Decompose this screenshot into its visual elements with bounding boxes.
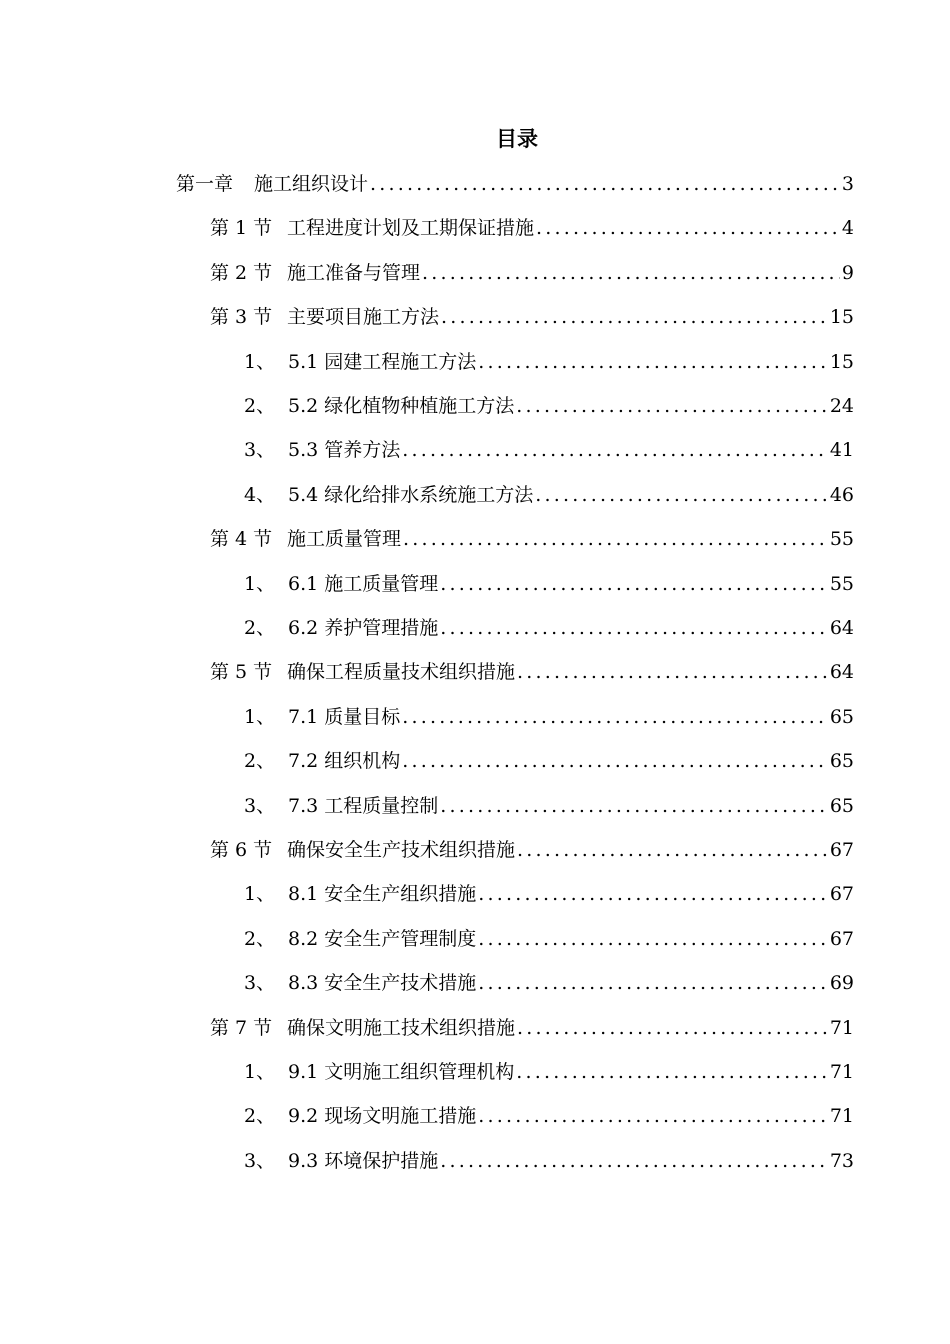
toc-entry-number: 1、 bbox=[244, 351, 276, 373]
toc-dot-leader bbox=[517, 657, 828, 687]
toc-entry-page-number: 15 bbox=[829, 306, 854, 328]
toc-entry-page-number: 4 bbox=[841, 217, 854, 239]
toc-entry[interactable] bbox=[210, 835, 854, 865]
toc-entry-number: 第一章 bbox=[176, 173, 234, 195]
toc-dot-leader bbox=[536, 213, 840, 243]
toc-entry-title: 主要项目施工方法 bbox=[287, 306, 440, 328]
toc-entry[interactable] bbox=[244, 391, 854, 421]
toc-entry-page-number: 65 bbox=[829, 795, 854, 817]
toc-entry[interactable] bbox=[244, 435, 854, 465]
toc-entry-page-number: 55 bbox=[829, 528, 854, 550]
toc-entry-page-number: 64 bbox=[829, 661, 854, 683]
toc-entry-title: 确保安全生产技术组织措施 bbox=[287, 839, 516, 861]
toc-entry[interactable] bbox=[244, 480, 854, 510]
toc-entry-page-number: 64 bbox=[829, 617, 854, 639]
toc-entry-title: 6.2 养护管理措施 bbox=[288, 617, 439, 639]
toc-dot-leader bbox=[440, 1146, 828, 1176]
toc-entry-title: 7.1 质量目标 bbox=[288, 706, 401, 728]
toc-entry-title: 5.4 绿化给排水系统施工方法 bbox=[288, 484, 534, 506]
toc-entry-title: 8.2 安全生产管理制度 bbox=[288, 928, 477, 950]
toc-entry-title: 9.1 文明施工组织管理机构 bbox=[288, 1061, 515, 1083]
toc-entry-page-number: 65 bbox=[829, 706, 854, 728]
toc-title: 目录 bbox=[496, 126, 538, 151]
toc-entry[interactable] bbox=[210, 524, 854, 554]
toc-entry[interactable] bbox=[210, 213, 854, 243]
toc-dot-leader bbox=[517, 1013, 828, 1043]
toc-entry-title: 确保工程质量技术组织措施 bbox=[287, 661, 516, 683]
toc-entry-page-number: 67 bbox=[829, 839, 854, 861]
toc-entry-number: 2、 bbox=[244, 750, 276, 772]
toc-entry[interactable] bbox=[176, 169, 854, 199]
toc-dot-leader bbox=[478, 879, 828, 909]
toc-entry[interactable] bbox=[244, 879, 854, 909]
toc-entry-page-number: 41 bbox=[829, 439, 854, 461]
toc-entry[interactable] bbox=[244, 968, 854, 998]
toc-entry-page-number: 69 bbox=[829, 972, 854, 994]
toc-entry-title: 7.3 工程质量控制 bbox=[288, 795, 439, 817]
toc-dot-leader bbox=[517, 835, 828, 865]
toc-entry-number: 1、 bbox=[244, 573, 276, 595]
toc-entry[interactable] bbox=[244, 569, 854, 599]
toc-dot-leader bbox=[402, 702, 828, 732]
toc-entry-title: 9.2 现场文明施工措施 bbox=[288, 1105, 477, 1127]
toc-entry-page-number: 67 bbox=[829, 883, 854, 905]
toc-entry-page-number: 15 bbox=[829, 351, 854, 373]
toc-entry-number: 2、 bbox=[244, 1105, 276, 1127]
toc-entry-title: 施工组织设计 bbox=[254, 173, 369, 195]
toc-dot-leader bbox=[402, 435, 828, 465]
toc-entry[interactable] bbox=[244, 347, 854, 377]
toc-entry-title: 5.2 绿化植物种植施工方法 bbox=[288, 395, 515, 417]
toc-entry-title: 施工质量管理 bbox=[287, 528, 402, 550]
toc-entry-page-number: 24 bbox=[829, 395, 854, 417]
toc-entry-title: 8.3 安全生产技术措施 bbox=[288, 972, 477, 994]
toc-dot-leader bbox=[440, 613, 828, 643]
toc-entry[interactable] bbox=[210, 302, 854, 332]
toc-entry-number: 2、 bbox=[244, 928, 276, 950]
toc-entry-page-number: 71 bbox=[829, 1061, 854, 1083]
toc-entry[interactable] bbox=[244, 1101, 854, 1131]
toc-entry-number: 1、 bbox=[244, 883, 276, 905]
toc-dot-leader bbox=[478, 347, 828, 377]
toc-entry-number: 第 5 节 bbox=[210, 661, 273, 683]
toc-entry-number: 2、 bbox=[244, 617, 276, 639]
toc-entry[interactable] bbox=[210, 258, 854, 288]
toc-dot-leader bbox=[478, 924, 828, 954]
toc-entry-number: 4、 bbox=[244, 484, 276, 506]
toc-entry[interactable] bbox=[244, 1146, 854, 1176]
toc-entry-page-number: 55 bbox=[829, 573, 854, 595]
toc-dot-leader bbox=[535, 480, 828, 510]
toc-entry-page-number: 71 bbox=[829, 1105, 854, 1127]
toc-entry-number: 3、 bbox=[244, 972, 276, 994]
toc-entry-number: 第 3 节 bbox=[210, 306, 273, 328]
toc-entry-number: 3、 bbox=[244, 439, 276, 461]
toc-dot-leader bbox=[441, 302, 828, 332]
toc-dot-leader bbox=[478, 968, 828, 998]
toc-dot-leader bbox=[440, 791, 828, 821]
toc-entry-page-number: 73 bbox=[829, 1150, 854, 1172]
toc-entry-page-number: 65 bbox=[829, 750, 854, 772]
toc-entry-title: 5.1 园建工程施工方法 bbox=[288, 351, 477, 373]
toc-dot-leader bbox=[403, 524, 828, 554]
toc-entry-number: 1、 bbox=[244, 1061, 276, 1083]
toc-entry-number: 第 1 节 bbox=[210, 217, 273, 239]
toc-dot-leader bbox=[516, 1057, 828, 1087]
toc-entry-title: 9.3 环境保护措施 bbox=[288, 1150, 439, 1172]
toc-entry[interactable] bbox=[210, 657, 854, 687]
toc-entry-page-number: 3 bbox=[841, 173, 854, 195]
toc-dot-leader bbox=[478, 1101, 828, 1131]
toc-entry[interactable] bbox=[244, 746, 854, 776]
toc-entry-page-number: 67 bbox=[829, 928, 854, 950]
toc-entry-title: 8.1 安全生产组织措施 bbox=[288, 883, 477, 905]
toc-entry-title: 6.1 施工质量管理 bbox=[288, 573, 439, 595]
toc-dot-leader bbox=[402, 746, 828, 776]
toc-entry[interactable] bbox=[244, 1057, 854, 1087]
toc-entry-number: 3、 bbox=[244, 795, 276, 817]
toc-entry-page-number: 71 bbox=[829, 1017, 854, 1039]
toc-entry-number: 第 6 节 bbox=[210, 839, 273, 861]
toc-entry[interactable] bbox=[210, 1013, 854, 1043]
toc-entry-title: 5.3 管养方法 bbox=[288, 439, 401, 461]
toc-entry-number: 第 2 节 bbox=[210, 262, 273, 284]
toc-entry-number: 2、 bbox=[244, 395, 276, 417]
toc-dot-leader bbox=[440, 569, 828, 599]
toc-dot-leader bbox=[422, 258, 840, 288]
toc-entry[interactable] bbox=[244, 924, 854, 954]
toc-entry-page-number: 9 bbox=[841, 262, 854, 284]
toc-entry-title: 7.2 组织机构 bbox=[288, 750, 401, 772]
toc-entry-title: 施工准备与管理 bbox=[287, 262, 421, 284]
toc-entry-page-number: 46 bbox=[829, 484, 854, 506]
toc-entry-number: 第 7 节 bbox=[210, 1017, 273, 1039]
toc-entry-number: 3、 bbox=[244, 1150, 276, 1172]
toc-entry[interactable] bbox=[244, 613, 854, 643]
toc-entry-number: 第 4 节 bbox=[210, 528, 273, 550]
toc-dot-leader bbox=[516, 391, 828, 421]
toc-entry-title: 工程进度计划及工期保证措施 bbox=[287, 217, 535, 239]
toc-entry-title: 确保文明施工技术组织措施 bbox=[287, 1017, 516, 1039]
toc-entry[interactable] bbox=[244, 702, 854, 732]
toc-dot-leader bbox=[370, 169, 840, 199]
toc-entry[interactable] bbox=[244, 791, 854, 821]
toc-entry-number: 1、 bbox=[244, 706, 276, 728]
